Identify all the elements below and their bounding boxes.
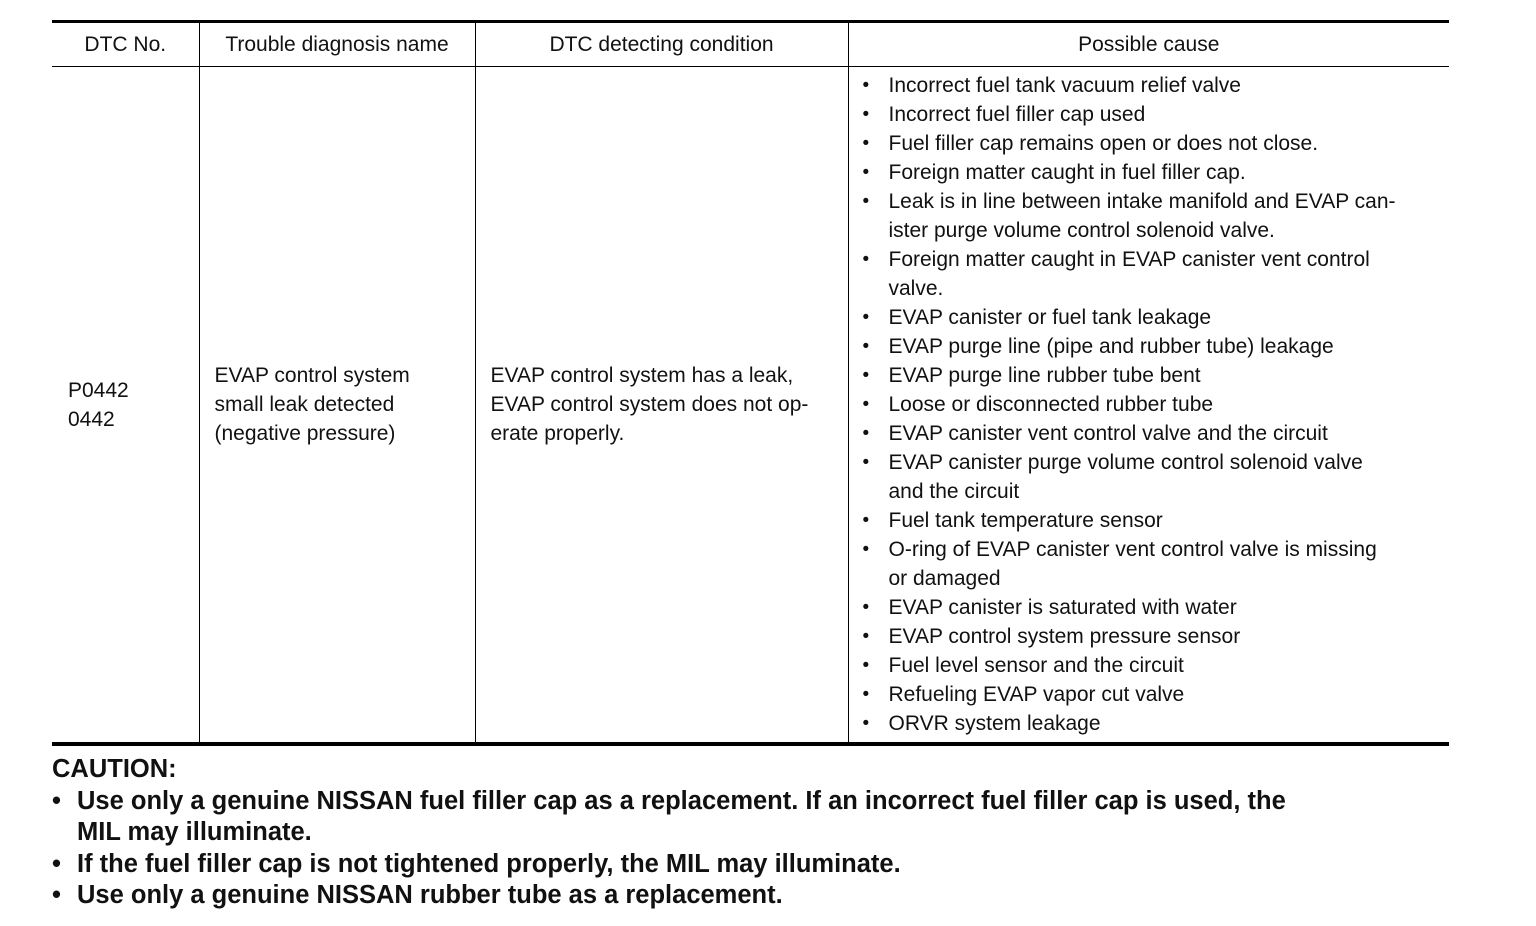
possible-cause-item <box>863 709 1444 738</box>
possible-cause-item-line: • EVAP purge line (pipe and rubber tube) leakage <box>888 335 1334 358</box>
possible-cause-item <box>863 419 1444 448</box>
caution-block <box>52 754 1492 912</box>
diagnosis-name-line: EVAP control system <box>214 364 410 387</box>
possible-cause-item <box>863 129 1444 158</box>
possible-cause-item-line: • Foreign matter caught in EVAP canister vent control <box>888 248 1370 271</box>
possible-cause-item <box>863 303 1444 332</box>
caution-item-line: MIL may illuminate. <box>77 818 312 846</box>
possible-cause-item-line: • Incorrect fuel tank vacuum relief valve <box>888 74 1241 97</box>
possible-cause-item-line: • O-ring of EVAP canister vent control valve is missing <box>888 538 1377 561</box>
possible-cause-item-line: or damaged <box>888 567 1001 590</box>
caution-item-line: • If the fuel filler cap is not tightened properly, the MIL may illuminate. <box>77 849 901 878</box>
detecting-condition-line: erate properly. <box>490 422 625 445</box>
header-diagnosis-name: Trouble diagnosis name <box>199 22 475 67</box>
possible-cause-item-line: • Leak is in line between intake manifold and EVAP can- <box>888 190 1396 213</box>
cell-diagnosis-name <box>199 67 475 745</box>
caution-item-line: • Use only a genuine NISSAN rubber tube as a replacement. <box>77 881 783 909</box>
possible-cause-item <box>863 593 1444 622</box>
cell-dtc-no <box>52 67 199 745</box>
possible-cause-item <box>863 535 1444 593</box>
diagnosis-name-line: (negative pressure) <box>214 422 396 445</box>
possible-cause-item-line: • EVAP canister is saturated with water <box>888 596 1237 619</box>
possible-cause-item <box>863 361 1444 390</box>
table-row <box>52 67 1449 745</box>
header-detecting-condition: DTC detecting condition <box>475 22 848 67</box>
possible-cause-item-line: • EVAP control system pressure sensor <box>888 625 1241 648</box>
dtc-table <box>52 20 1449 746</box>
possible-cause-item-line: • Loose or disconnected rubber tube <box>888 393 1214 416</box>
possible-cause-item-line: • Refueling EVAP vapor cut valve <box>888 683 1185 706</box>
possible-cause-item-line: • EVAP canister vent control valve and the circuit <box>888 422 1328 445</box>
caution-list <box>52 786 1492 912</box>
possible-cause-item <box>863 651 1444 680</box>
caution-item <box>52 849 1492 881</box>
table-header-row <box>52 22 1449 67</box>
possible-cause-item-line: • ORVR system leakage <box>888 712 1101 735</box>
dtc-code-alt: 0442 <box>68 407 115 431</box>
dtc-code: P0442 <box>68 378 129 402</box>
possible-cause-item-line: ister purge volume control solenoid valve. <box>888 219 1275 242</box>
possible-cause-item <box>863 332 1444 361</box>
possible-cause-item-line: • EVAP purge line rubber tube bent <box>888 364 1201 387</box>
header-dtc-no: DTC No. <box>52 22 199 67</box>
possible-cause-item-line: • EVAP canister or fuel tank leakage <box>888 306 1212 329</box>
detecting-condition-line: EVAP control system has a leak, <box>490 364 794 387</box>
diagnosis-name-line: small leak detected <box>214 393 395 416</box>
caution-item <box>52 880 1492 912</box>
possible-cause-item-line: and the circuit <box>888 480 1020 503</box>
caution-item <box>52 786 1492 849</box>
possible-cause-item-line: • Fuel tank temperature sensor <box>888 509 1163 532</box>
possible-cause-item <box>863 100 1444 129</box>
possible-cause-list <box>863 71 1444 738</box>
possible-cause-item <box>863 680 1444 709</box>
possible-cause-item <box>863 158 1444 187</box>
possible-cause-item <box>863 622 1444 651</box>
cell-detecting-condition <box>475 67 848 745</box>
header-possible-cause: Possible cause <box>848 22 1449 67</box>
possible-cause-item-line: • Fuel level sensor and the circuit <box>888 654 1184 677</box>
possible-cause-item <box>863 506 1444 535</box>
possible-cause-item-line: valve. <box>888 277 944 300</box>
caution-title: CAUTION: <box>52 755 177 783</box>
caution-item-line: • Use only a genuine NISSAN fuel filler cap as a replacement. If an incorrect fuel filler cap is used, the <box>77 786 1286 815</box>
possible-cause-item <box>863 390 1444 419</box>
possible-cause-item <box>863 71 1444 100</box>
possible-cause-item-line: • EVAP canister purge volume control solenoid valve <box>888 451 1363 474</box>
possible-cause-item-line: • Fuel filler cap remains open or does not close. <box>888 132 1319 155</box>
possible-cause-item <box>863 245 1444 303</box>
possible-cause-item-line: • Incorrect fuel filler cap used <box>888 103 1146 126</box>
detecting-condition-line: EVAP control system does not op- <box>490 393 809 416</box>
cell-possible-cause <box>848 67 1449 745</box>
possible-cause-item-line: • Foreign matter caught in fuel filler cap. <box>888 161 1246 184</box>
possible-cause-item <box>863 448 1444 506</box>
possible-cause-item <box>863 187 1444 245</box>
